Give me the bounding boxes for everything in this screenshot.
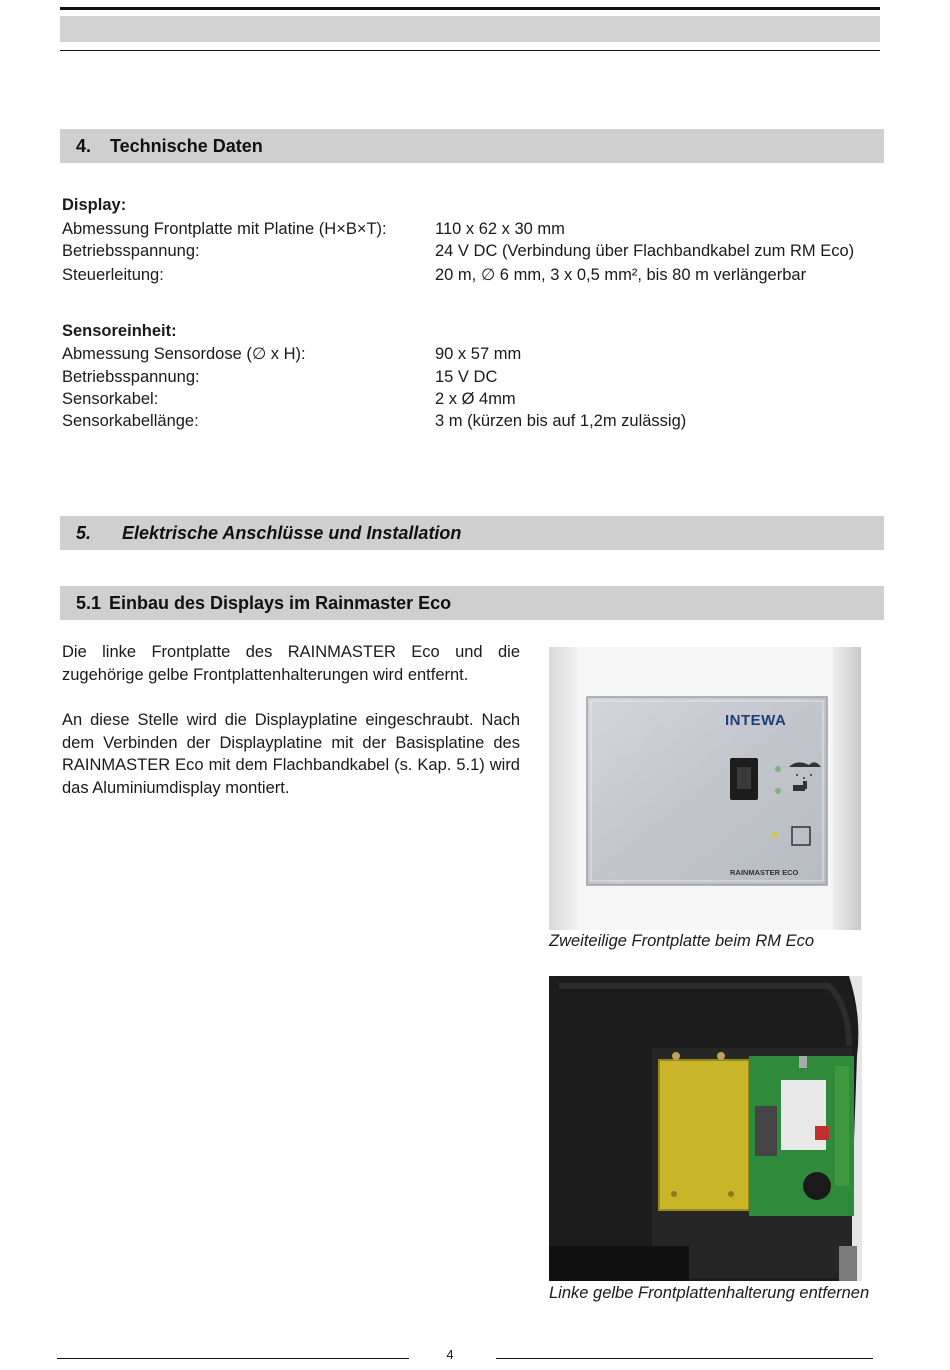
spec-label: Abmessung Frontplatte mit Platine (H×B×T): [62,220,387,238]
spec-label: Betriebsspannung: [62,368,200,386]
header-rule-top [60,7,880,10]
section-number: 4. [76,136,92,156]
spec-value: 15 V DC [435,368,498,386]
spec-label: Sensorkabel: [62,390,159,408]
header-bar [60,16,880,42]
paragraph: Die linke Frontplatte des RAINMASTER Eco und die zugehörige gelbe Frontplattenhalterungen wird entfernt. [62,643,520,684]
section-5-1-heading [60,586,884,620]
spec-value: 90 x 57 mm [435,345,522,363]
spec-value: 20 m, ∅ 6 mm, 3 x 0,5 mm², bis 80 m verlängerbar [435,266,807,284]
front-panel-photo [549,647,861,930]
section-number: 5. [76,523,92,543]
page-number: 4 [446,1347,454,1362]
sensor-heading: Sensoreinheit: [62,322,177,340]
section-title: Elektrische Anschlüsse und Installation [122,523,462,543]
spec-label: Sensorkabellänge: [62,412,199,430]
paragraph: An diese Stelle wird die Displayplatine eingeschraubt. Nach dem Verbinden der Displayplatine mit der Basisplatine des RAINMASTER Eco mit dem Flachbandkabel (s. Kap. 5.1) wird das Aluminiumdisplay montiert. [62,711,520,797]
spec-value: 110 x 62 x 30 mm [435,220,565,238]
display-heading: Display: [62,196,127,214]
intewa-logo: INTEWA [725,712,787,729]
figure-caption: Zweiteilige Frontplatte beim RM Eco [549,932,815,950]
footer-rule-right [496,1358,873,1359]
section-title: Einbau des Displays im Rainmaster Eco [109,593,452,613]
section-number: 5.1 [76,593,102,613]
spec-label: Steuerleitung: [62,266,164,284]
model-label: RAINMASTER ECO [730,868,799,877]
spec-value: 3 m (kürzen bis auf 1,2m zulässig) [435,412,687,430]
footer-rule-left [57,1358,409,1359]
spec-label: Abmessung Sensordose (∅ x H): [62,345,306,363]
spec-label: Betriebsspannung: [62,242,200,260]
header-rule-bottom [60,50,880,51]
spec-value: 2 x Ø 4mm [435,390,516,408]
section-4-heading [60,129,884,163]
section-5-heading [60,516,884,550]
figure-caption: Linke gelbe Frontplattenhalterung entfernen [549,1284,870,1302]
spec-value: 24 V DC (Verbindung über Flachbandkabel zum RM Eco) [435,242,855,260]
section-title: Technische Daten [110,136,263,156]
open-housing-photo [549,976,862,1281]
